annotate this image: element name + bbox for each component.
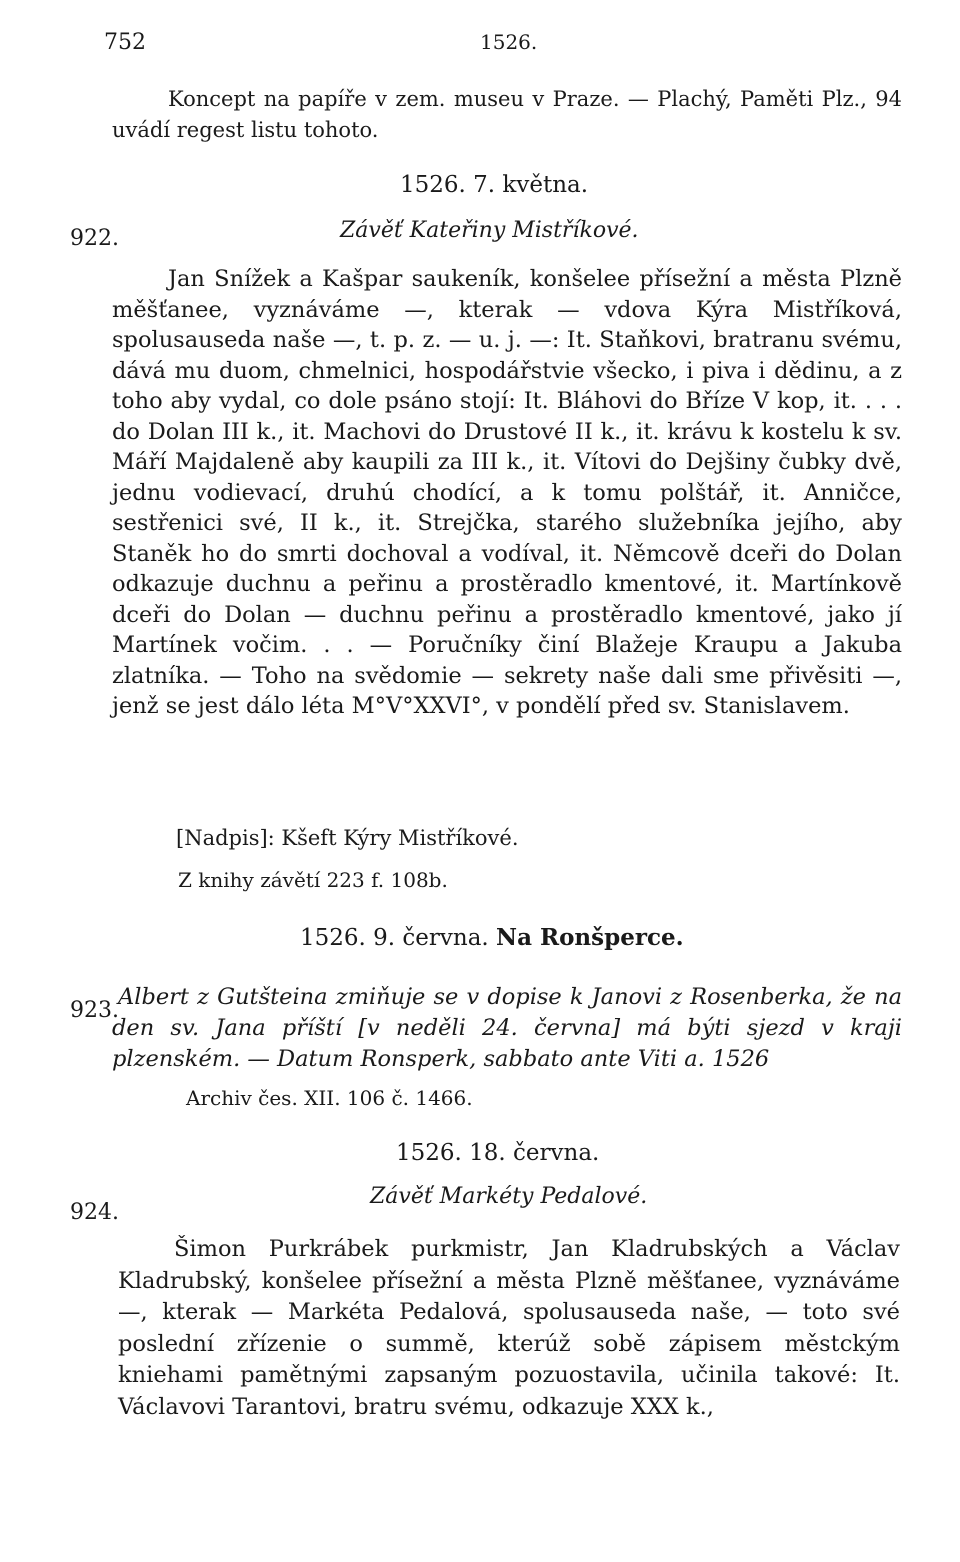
entry-923-text: Albert z Gutšteina zmiňuje se v dopise k Janovi z Rosenberka, že na den sv. Jana příští [v neděli 24. června] má býti sjezd v kraji plzenském. — Datum Ronsperk, sabbato ante Viti a. 1526 — [112, 984, 902, 1072]
entry-923-date-prefix: 1526. 9. června. — [300, 925, 489, 951]
entry-924-title: Závěť Markéty Pedalové. — [370, 1184, 648, 1209]
entry-924-date: 1526. 18. června. — [396, 1140, 600, 1166]
page-number: 752 — [104, 30, 146, 55]
entry-923-source: Archiv čes. XII. 106 č. 1466. — [186, 1086, 473, 1110]
entry-924-number: 924. — [70, 1200, 119, 1225]
entry-923-date — [300, 924, 684, 951]
entry-922-body — [112, 264, 902, 722]
intro-note — [112, 84, 902, 146]
entry-924-text: Šimon Purkrábek purkmistr, Jan Kladrubských a Václav Kladrubský, konšelee přísežní a města Plzně měšťanee, vyznáváme —, kterak — Markéta Pedalová, spolusauseda naše, — toto své poslední zřízenie o summě, kterúž sobě zápisem městckým kniehami pamětnými zapsaným pozuostavila, učinila takové: It. Václavovi Tarantovi, bratru svému, odkazuje XXX k., — [118, 1236, 900, 1420]
entry-923-number: 923. — [70, 998, 119, 1023]
entry-922-text: Jan Snížek a Kašpar saukeník, konšelee přísežní a města Plzně měšťanee, vyznáváme —, kterak — vdova Kýra Mistříková, spolusauseda naše —, t. p. z. — u. j. —: It. Staňkovi, bratranu svému, dává mu duom, chmelnici, hospodářstvie všecko, i piva i dědinu, a z toho aby vydal, co dole psáno stojí: It. Bláhovi do Bříze V kop, it. . . . do Dolan III k., it. Machovi do Drustové II k., it. krávu k kostelu k sv. Máří Majdaleně aby kaupili za III k., it. Vítovi do Dejšiny čubky dvě, jednu vodievací, druhú chodící, a k tomu polštář, it. Anničce, sestřenici své, II k., it. Strejčka, starého služebníka jejího, aby Staněk ho do smrti dochoval a vodíval, it. Němcově dceři do Dolan odkazuje duchnu a peřinu a prostěradlo kmentové, it. Martínkově dceři do Dolan — duchnu peřinu a prostěradlo kmentové, jako jí Martínek vočim. . . — Poručníky činí Blažeje Kraupu a Jakuba zlatníka. — Toho na svědomie — sekrety naše dali sme přivěsiti —, jenž se jest dálo léta M°V°XXVI°, v pondělí před sv. Stanislavem. — [112, 266, 902, 719]
running-head: 1526. — [480, 30, 538, 54]
entry-923-place: Na Ronšperce. — [496, 924, 684, 951]
entry-923-body — [112, 982, 902, 1075]
entry-922-source: Z knihy závětí 223 f. 108b. — [178, 868, 448, 892]
intro-text: Koncept na papíře v zem. museu v Praze. — Plachý, Paměti Plz., 94 uvádí regest listu tohoto. — [112, 87, 902, 142]
entry-924-body — [118, 1234, 900, 1423]
entry-922-inscription: [Nadpis]: Kšeft Kýry Mistříkové. — [176, 826, 519, 850]
entry-922-title: Závěť Kateřiny Mistříkové. — [340, 218, 639, 243]
entry-922-number: 922. — [70, 226, 119, 251]
entry-922-date: 1526. 7. května. — [400, 172, 589, 198]
